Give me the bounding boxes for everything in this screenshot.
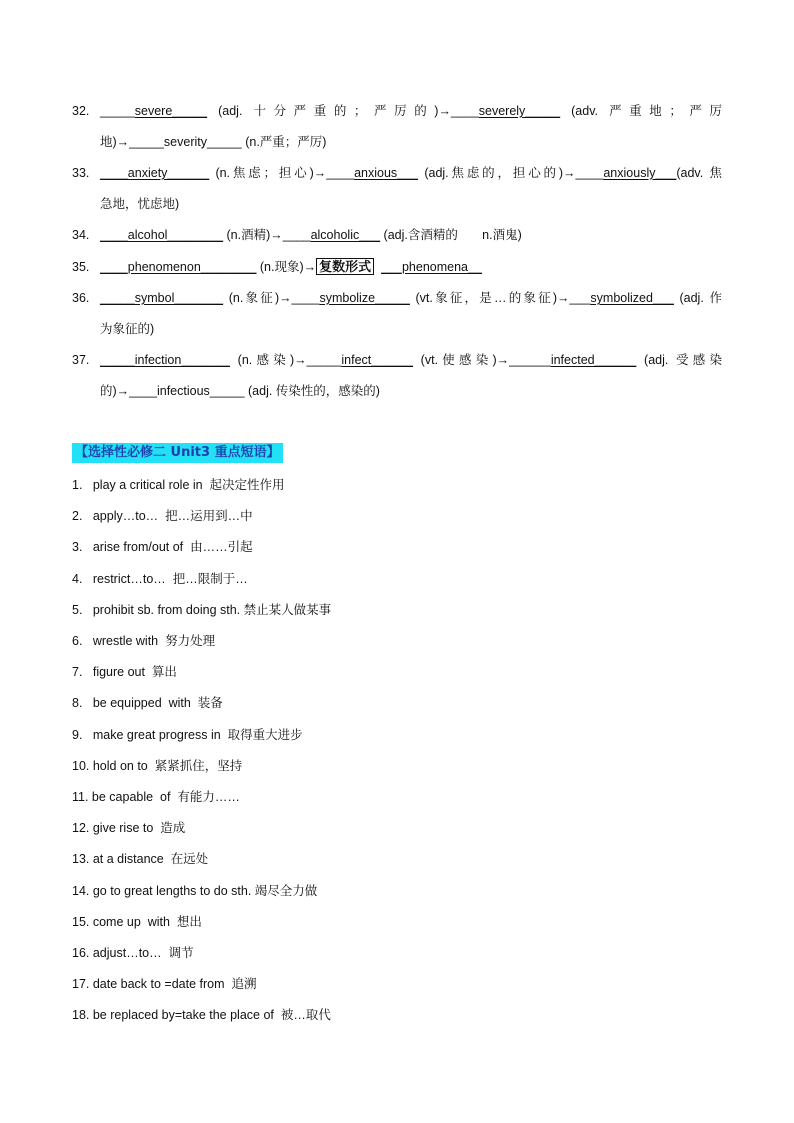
word-form-continuation: 地)→_____severity_____ (n.严重；严厉) [100, 135, 327, 149]
word-form-entry [72, 345, 722, 407]
answer-text: severely_____ [478, 104, 561, 118]
answer-text: ____alcohol________ [100, 228, 224, 242]
entry-text: (adv. 焦 [676, 166, 723, 180]
word-form-continuation: 的)→____infectious_____ (adj. 传染性的，感染的) [100, 384, 380, 398]
entry-text: _____ [100, 104, 135, 118]
entry-number: 36. [72, 291, 90, 305]
phrase-item: 16. adjust…to… 调节 [72, 946, 194, 961]
answer-text: symbolize_____ [319, 291, 410, 305]
answer-text: infect______ [341, 353, 413, 367]
entry-text: (adj. 受感染 [636, 353, 722, 367]
entry-text: (n.焦虑；担心)→____ [209, 166, 355, 180]
answer-text: anxiously___ [603, 166, 677, 180]
word-form-entry [72, 96, 722, 158]
word-form-entry [72, 158, 722, 220]
answer-text: ___phenomena__ [381, 260, 482, 274]
answer-text: _____infection_______ [100, 353, 230, 367]
entry-number: 34. [72, 228, 90, 242]
phrase-item: 15. come up with 想出 [72, 914, 202, 929]
entry-number: 37. [72, 353, 90, 367]
phrase-item: 11. be capable of 有能力…… [72, 790, 240, 805]
answer-text: severe_____ [134, 104, 208, 118]
word-forms-list [72, 96, 722, 407]
phrase-item: 2. apply…to… 把…运用到…中 [72, 509, 253, 524]
phrase-item: 17. date back to =date from 追溯 [72, 977, 257, 992]
entry-text: (adj.含酒精的 n.酒鬼) [380, 228, 522, 242]
word-form-line [72, 96, 722, 127]
word-form-line [72, 220, 722, 251]
entry-text: (adj. 作 [673, 291, 723, 305]
phrase-item: 6. wrestle with 努力处理 [72, 634, 216, 649]
phrase-item: 8. be equipped with 装备 [72, 696, 223, 711]
entry-text: (n.象征)→____ [223, 291, 320, 305]
entry-number: 33. [72, 166, 90, 180]
entry-text: (adj.焦虑的，担心的)→____ [418, 166, 604, 180]
entry-text: (vt.使感染)→______ [412, 353, 551, 367]
phrase-item: 7. figure out 算出 [72, 665, 177, 680]
phrase-item: 4. restrict…to… 把…限制于… [72, 571, 248, 586]
answer-text: ____anxiety______ [100, 166, 210, 180]
word-form-continuation: 为象征的) [100, 322, 155, 336]
phrase-item: 13. at a distance 在远处 [72, 852, 209, 867]
entry-text: (n.感染)→_____ [229, 353, 342, 367]
entry-text: (n.现象)→ [256, 260, 317, 274]
phrase-item: 18. be replaced by=take the place of 被…取代 [72, 1008, 331, 1023]
entry-number: 32. [72, 104, 90, 118]
entry-text: (adj. 十分严重的；严厉的)→____ [207, 104, 479, 118]
answer-text: symbolized___ [590, 291, 674, 305]
entry-number: 35. [72, 260, 90, 274]
word-form-line [72, 251, 722, 283]
phrase-item: 1. play a critical role in 起决定性作用 [72, 478, 285, 492]
answer-text: _____symbol_______ [100, 291, 224, 305]
answer-text: alcoholic___ [310, 228, 381, 242]
section-title: 【选择性必修二 Unit3 重点短语】 [72, 443, 283, 463]
word-form-line [72, 158, 722, 189]
phrase-item: 5. prohibit sb. from doing sth. 禁止某人做某事 [72, 602, 332, 617]
answer-text: anxious___ [354, 166, 419, 180]
word-form-continuation: 急地，忧虑地) [100, 197, 180, 211]
word-form-entry [72, 220, 722, 251]
answer-text: ____phenomenon________ [100, 260, 257, 274]
phrase-item: 10. hold on to 紧紧抓住，坚持 [72, 758, 243, 773]
entry-text: (n.酒精)→____ [223, 228, 311, 242]
word-form-entry [72, 283, 722, 345]
phrase-item: 12. give rise to 造成 [72, 821, 186, 836]
entry-text: (vt.象征，是…的象征)→___ [409, 291, 591, 305]
answer-text: infected______ [550, 353, 637, 367]
word-form-line [72, 283, 722, 314]
phrase-item: 14. go to great lengths to do sth. 竭尽全力做 [72, 883, 318, 898]
word-form-line [72, 345, 722, 376]
phrase-list [72, 470, 722, 1032]
entry-text: (adv. 严重地；严厉 [560, 104, 723, 118]
phrase-item: 9. make great progress in 取得重大进步 [72, 727, 303, 742]
word-form-entry [72, 251, 722, 283]
boxed-label: 复数形式 [316, 258, 374, 275]
phrase-item: 3. arise from/out of 由……引起 [72, 540, 253, 555]
